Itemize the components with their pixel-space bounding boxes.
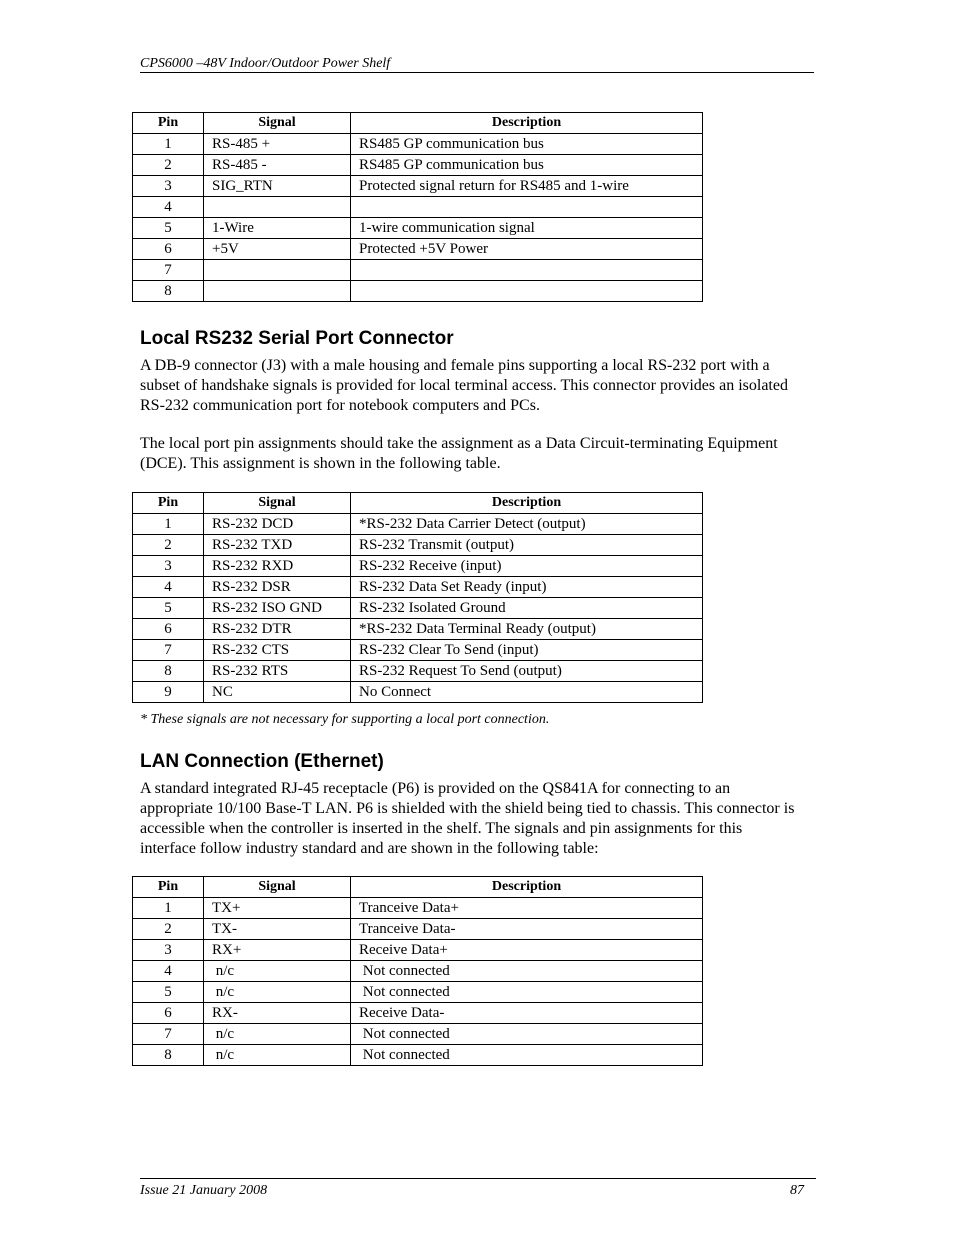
pin-cell: 6 (133, 239, 204, 260)
page-header-title: CPS6000 –48V Indoor/Outdoor Power Shelf (140, 56, 391, 71)
pin-table-rs232 (132, 492, 703, 703)
description-cell (351, 197, 703, 218)
description-cell (351, 260, 703, 281)
header-rule (140, 72, 814, 73)
description-cell: RS-232 Clear To Send (input) (351, 640, 703, 661)
table-row (133, 1045, 703, 1066)
pin-cell: 1 (133, 898, 204, 919)
table-row (133, 682, 703, 703)
table-row (133, 239, 703, 260)
pin-cell: 1 (133, 514, 204, 535)
signal-cell: RX- (204, 1003, 351, 1024)
pin-cell: 2 (133, 919, 204, 940)
signal-cell: RS-232 ISO GND (204, 598, 351, 619)
table-header-row (133, 877, 703, 898)
pin-table-ethernet (132, 876, 703, 1066)
table-row (133, 556, 703, 577)
signal-cell: n/c (204, 961, 351, 982)
description-header: Description (351, 113, 703, 134)
pin-header: Pin (133, 113, 204, 134)
description-cell: RS-232 Request To Send (output) (351, 661, 703, 682)
signal-cell: n/c (204, 1045, 351, 1066)
section-heading-lan: LAN Connection (Ethernet) (140, 751, 384, 772)
table-row (133, 1003, 703, 1024)
table-row (133, 898, 703, 919)
description-cell (351, 281, 703, 302)
description-cell: Protected signal return for RS485 and 1-wire (351, 176, 703, 197)
signal-cell: RS-232 TXD (204, 535, 351, 556)
pin-cell: 8 (133, 1045, 204, 1066)
signal-cell: RS-232 CTS (204, 640, 351, 661)
table-row (133, 982, 703, 1003)
description-cell: RS-232 Transmit (output) (351, 535, 703, 556)
table-row (133, 919, 703, 940)
pin-cell: 2 (133, 155, 204, 176)
pin-cell: 6 (133, 619, 204, 640)
table-row (133, 940, 703, 961)
signal-header: Signal (204, 113, 351, 134)
footer-rule (140, 1178, 816, 1179)
pin-cell: 5 (133, 218, 204, 239)
description-header: Description (351, 877, 703, 898)
signal-cell: RS-485 + (204, 134, 351, 155)
pin-cell: 9 (133, 682, 204, 703)
signal-cell: RS-232 RXD (204, 556, 351, 577)
signal-cell: RS-232 RTS (204, 661, 351, 682)
table-row (133, 619, 703, 640)
table-row (133, 155, 703, 176)
table-header-row (133, 113, 703, 134)
pin-cell: 8 (133, 281, 204, 302)
table-row (133, 176, 703, 197)
pin-cell: 2 (133, 535, 204, 556)
description-cell: RS485 GP communication bus (351, 134, 703, 155)
table-row (133, 640, 703, 661)
description-cell: RS-232 Receive (input) (351, 556, 703, 577)
rs232-paragraph-2: The local port pin assignments should take the assignment as a Data Circuit-terminating Equipment (DCE). This assignment is shown in the following table. (140, 435, 778, 472)
table-row (133, 961, 703, 982)
description-cell: RS-232 Isolated Ground (351, 598, 703, 619)
pin-cell: 6 (133, 1003, 204, 1024)
table-row (133, 218, 703, 239)
table-row (133, 598, 703, 619)
pin-header: Pin (133, 877, 204, 898)
signal-cell: n/c (204, 1024, 351, 1045)
section-heading-rs232: Local RS232 Serial Port Connector (140, 328, 454, 349)
description-cell: Tranceive Data+ (351, 898, 703, 919)
signal-cell: RS-232 DTR (204, 619, 351, 640)
signal-cell: +5V (204, 239, 351, 260)
table-row (133, 514, 703, 535)
table-footnote: * These signals are not necessary for supporting a local port connection. (140, 712, 550, 727)
pin-cell: 3 (133, 940, 204, 961)
signal-cell: 1-Wire (204, 218, 351, 239)
table-header-row (133, 493, 703, 514)
signal-cell: RX+ (204, 940, 351, 961)
description-cell: Tranceive Data- (351, 919, 703, 940)
description-cell: Not connected (351, 1024, 703, 1045)
signal-cell (204, 281, 351, 302)
table-row (133, 661, 703, 682)
pin-cell: 7 (133, 640, 204, 661)
pin-table-rs485 (132, 112, 703, 302)
table-row (133, 134, 703, 155)
signal-header: Signal (204, 493, 351, 514)
pin-cell: 1 (133, 134, 204, 155)
table-row (133, 577, 703, 598)
page-number: 87 (790, 1183, 804, 1198)
description-header: Description (351, 493, 703, 514)
lan-paragraph: A standard integrated RJ-45 receptacle (P6) is provided on the QS841A for connecting to an appropriate 10/100 Base-T LAN. P6 is shielded with the shield being tied to chassis. This connector is accessible when the controller is inserted in the shelf. The signals and pin assignments for this interface follow industry standard and are shown in the following table: (140, 780, 795, 857)
description-cell: Not connected (351, 961, 703, 982)
pin-cell: 4 (133, 577, 204, 598)
signal-cell: SIG_RTN (204, 176, 351, 197)
signal-cell: RS-232 DCD (204, 514, 351, 535)
description-cell: *RS-232 Data Terminal Ready (output) (351, 619, 703, 640)
description-cell: RS-232 Data Set Ready (input) (351, 577, 703, 598)
pin-cell: 4 (133, 197, 204, 218)
pin-cell: 5 (133, 982, 204, 1003)
description-cell: Not connected (351, 1045, 703, 1066)
pin-cell: 4 (133, 961, 204, 982)
rs232-paragraph-1: A DB-9 connector (J3) with a male housing and female pins supporting a local RS-232 port with a subset of handshake signals is provided for local terminal access. This connector provides an isolated RS-232 communication port for notebook computers and PCs. (140, 357, 788, 414)
pin-cell: 7 (133, 1024, 204, 1045)
description-cell: RS485 GP communication bus (351, 155, 703, 176)
description-cell: 1-wire communication signal (351, 218, 703, 239)
table-row (133, 197, 703, 218)
signal-header: Signal (204, 877, 351, 898)
signal-cell: n/c (204, 982, 351, 1003)
description-cell: Not connected (351, 982, 703, 1003)
table-row (133, 1024, 703, 1045)
pin-cell: 3 (133, 556, 204, 577)
table-row (133, 281, 703, 302)
description-cell: Receive Data+ (351, 940, 703, 961)
description-cell: Receive Data- (351, 1003, 703, 1024)
table-row (133, 260, 703, 281)
signal-cell: TX- (204, 919, 351, 940)
description-cell: *RS-232 Data Carrier Detect (output) (351, 514, 703, 535)
signal-cell (204, 260, 351, 281)
pin-cell: 7 (133, 260, 204, 281)
signal-cell (204, 197, 351, 218)
signal-cell: RS-232 DSR (204, 577, 351, 598)
signal-cell: RS-485 - (204, 155, 351, 176)
description-cell: Protected +5V Power (351, 239, 703, 260)
table-row (133, 535, 703, 556)
pin-header: Pin (133, 493, 204, 514)
pin-cell: 5 (133, 598, 204, 619)
description-cell: No Connect (351, 682, 703, 703)
footer-issue: Issue 21 January 2008 (140, 1183, 268, 1198)
pin-cell: 8 (133, 661, 204, 682)
pin-cell: 3 (133, 176, 204, 197)
signal-cell: TX+ (204, 898, 351, 919)
signal-cell: NC (204, 682, 351, 703)
